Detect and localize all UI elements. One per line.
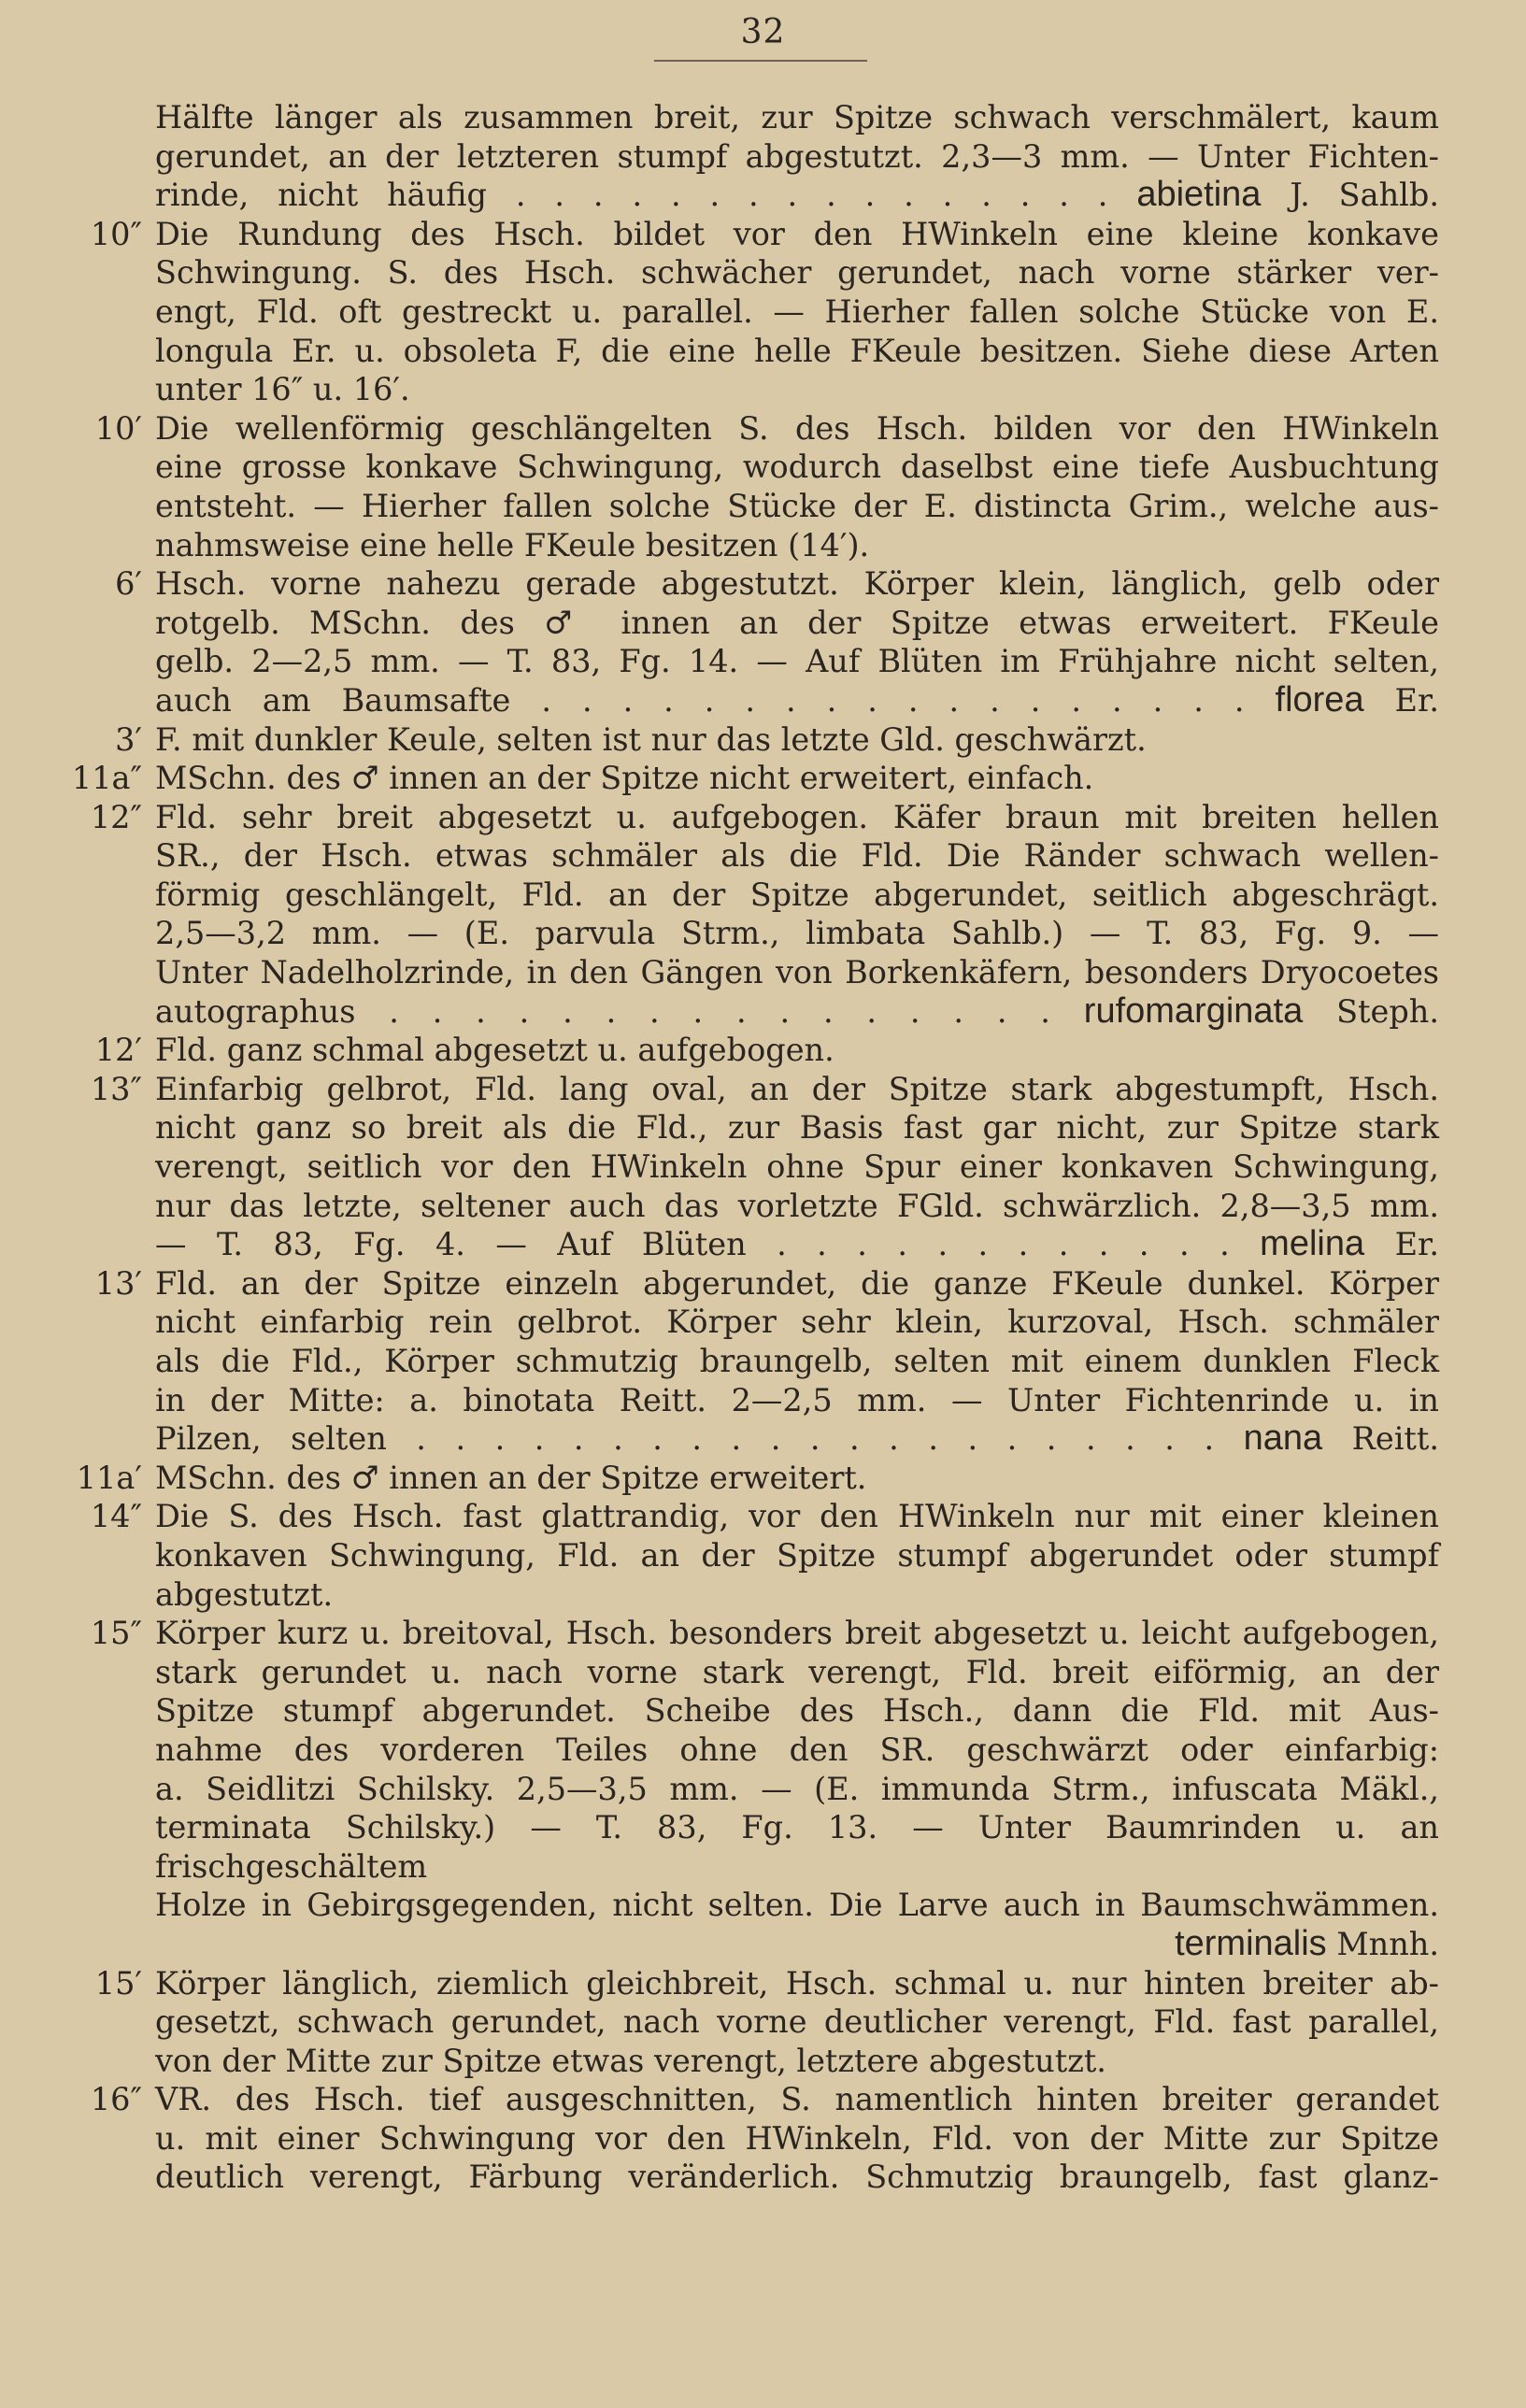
entry-text [155,1964,1439,2081]
couplet-number: 11a′ [76,1459,142,1496]
species-author: Reitt. [1322,1420,1440,1458]
text-line: abgestutzt. [155,1575,334,1613]
entry-text [155,1070,1439,1264]
text-line: SR., der Hsch. etwas schmäler als die Fld. Die Ränder schwach wellen- [155,837,1439,875]
text-line: Unter Nadelholzrinde, in den Gängen von Borkenkäfern, besonders Dryocoetes [155,954,1439,991]
key-entry [56,1964,1439,2081]
text-line: förmig geschlängelt, Fld. an der Spitze abgerundet, seitlich abgeschrägt. [155,876,1439,913]
key-entry [56,409,1439,564]
couplet-number: 13″ [90,1070,142,1107]
text-line: nicht einfarbig rein gelbrot. Körper sehr klein, kurzoval, Hsch. schmäler [155,1304,1439,1341]
text-line: Fld. an der Spitze einzeln abgerundet, die ganze FKeule dunkel. Körper [155,1264,1439,1302]
text-line: Die Rundung des Hsch. bildet vor den HWinkeln eine kleine konkave [155,215,1439,252]
text-line: Körper kurz u. breitoval, Hsch. besonders breit abgesetzt u. leicht aufgebogen, [155,1615,1439,1652]
species-name: nana [1243,1418,1323,1459]
text-line: als die Fld., Körper schmutzig braungelb, selten mit einem dunklen Fleck [155,1343,1439,1379]
species-name: florea [1275,679,1364,720]
couplet-number: 14″ [90,1498,142,1535]
text-line: u. mit einer Schwingung vor den HWinkeln, Fld. von der Mitte zur Spitze [155,2119,1439,2157]
couplet-number: 12′ [94,1032,142,1069]
text-line: stark gerundet u. nach vorne stark verengt, Fld. breit eiförmig, an der [155,1653,1439,1690]
species-line [155,1419,1439,1459]
key-entry [56,1459,1439,1498]
couplet-number: 6′ [115,565,142,603]
species-line [155,992,1439,1032]
couplet-number: 16″ [90,2081,142,2118]
species-line [155,176,1439,215]
couplet-number: 10′ [94,409,142,447]
text-line: nicht ganz so breit als die Fld., zur Basis fast gar nicht, zur Spitze stark [155,1109,1439,1147]
text-line: unter 16″ u. 16′. [155,371,410,408]
text-line: nahme des vorderen Teiles ohne den SR. geschwärzt oder einfarbig: [155,1731,1439,1768]
text-line: gerundet, an der letzteren stumpf abgestutzt. 2,3—3 mm. — Unter Fichten- [155,137,1439,175]
couplet-number: 10″ [90,215,142,252]
key-entry [56,98,1439,215]
couplet-number: 11a″ [71,760,142,797]
leader-text: rinde, nicht häufig . . . . . . . . . . . . . . . . [155,177,1137,214]
entry-text [155,720,1439,760]
leader-text: Pilzen, selten . . . . . . . . . . . . . . . . . . . . . [155,1420,1244,1458]
text-line: terminata Schilsky.) — T. 83, Fg. 13. — Unter Baumrinden u. an frischgeschältem [155,1809,1439,1885]
entry-text [155,1497,1439,1614]
key-entry [56,1264,1439,1459]
text-line: F. mit dunkler Keule, selten ist nur das letzte Gld. geschwärzt. [155,720,1147,758]
text-line: konkaven Schwingung, Fld. an der Spitze stumpf abgerundet oder stumpf [155,1536,1439,1574]
key-entry [56,1614,1439,1963]
key-entry [56,798,1439,1032]
text-line: entsteht. — Hierher fallen solche Stücke der E. distincta Grim., welche aus- [155,487,1439,524]
species-author: Steph. [1303,992,1439,1030]
text-line: MSchn. des ♂ innen an der Spitze nicht erweitert, einfach. [155,760,1094,797]
species-author: Er. [1363,681,1439,719]
key-entry [56,1497,1439,1614]
key-text [56,98,1439,2197]
couplet-number: 13′ [94,1264,142,1302]
species-line [155,1925,1439,1964]
species-line [155,1225,1439,1264]
species-line [155,681,1439,720]
entry-text [155,98,1439,215]
text-line: gesetzt, schwach gerundet, nach vorne deutlicher verengt, Fld. fast parallel, [155,2003,1439,2041]
key-entry [56,720,1439,760]
text-line: von der Mitte zur Spitze etwas verengt, letztere abgestutzt. [155,2042,1106,2079]
text-line: Holze in Gebirgsgegenden, nicht selten. Die Larve auch in Baumschwämmen. [155,1887,1439,1924]
species-author: Er. [1364,1226,1440,1263]
entry-text [155,409,1439,564]
text-line: in der Mitte: a. binotata Reitt. 2—2,5 mm. — Unter Fichtenrinde u. in [155,1381,1439,1418]
entry-text [155,215,1439,409]
text-line: a. Seidlitzi Schilsky. 2,5—3,5 mm. — (E. immunda Strm., infuscata Mäkl., [155,1770,1439,1807]
key-entry [56,2080,1439,2197]
text-line: MSchn. des ♂ innen an der Spitze erweitert. [155,1459,867,1496]
text-line: nahmsweise eine helle FKeule besitzen (14′). [155,526,870,563]
text-line: Schwingung. S. des Hsch. schwächer gerundet, nach vorne stärker ver- [155,254,1439,292]
text-line: Die S. des Hsch. fast glattrandig, vor den HWinkeln nur mit einer kleinen [155,1498,1439,1535]
text-line: Fld. ganz schmal abgesetzt u. aufgebogen. [155,1032,834,1069]
text-line: Hälfte länger als zusammen breit, zur Spitze schwach verschmälert, kaum [155,99,1439,135]
entry-text [155,1264,1439,1459]
text-line: rotgelb. MSchn. des ♂ innen an der Spitze etwas erweitert. FKeule [155,604,1439,641]
entry-text [155,564,1439,720]
species-name: melina [1260,1224,1365,1264]
text-line: Die wellenförmig geschlängelten S. des Hsch. bilden vor den HWinkeln [155,409,1439,447]
text-line: Einfarbig gelbrot, Fld. lang oval, an der Spitze stark abgestumpft, Hsch. [155,1070,1439,1107]
key-entry [56,759,1439,798]
text-line: 2,5—3,2 mm. — (E. parvula Strm., limbata Sahlb.) — T. 83, Fg. 9. — [155,915,1439,952]
couplet-number: 15′ [94,1964,142,2002]
species-author: Mnnh. [1326,1925,1439,1962]
entry-text [155,759,1439,798]
text-line: eine grosse konkave Schwingung, wodurch daselbst eine tiefe Ausbuchtung [155,449,1439,486]
text-line: engt, Fld. oft gestreckt u. parallel. — Hierher fallen solche Stücke von E. [155,292,1439,330]
species-name: terminalis [1175,1923,1327,1963]
leader-text: — T. 83, Fg. 4. — Auf Blüten . . . . . . . . . . . . [155,1226,1261,1263]
key-entry [56,215,1439,409]
entry-text [155,2080,1439,2197]
species-name: rufomarginata [1083,990,1304,1031]
entry-text [155,798,1439,1032]
text-line: nur das letzte, seltener auch das vorletzte FGld. schwärzlich. 2,8—3,5 mm. [155,1187,1439,1224]
page-number-rule [654,60,867,62]
text-line: deutlich verengt, Färbung veränderlich. Schmutzig braungelb, fast glanz- [155,2159,1439,2196]
species-name: abietina [1136,175,1262,215]
text-line: longula Er. u. obsoleta F, die eine helle FKeule besitzen. Siehe diese Arten [155,332,1439,369]
text-line: Hsch. vorne nahezu gerade abgestutzt. Körper klein, länglich, gelb oder [155,565,1439,603]
key-entry [56,1031,1439,1070]
text-line: gelb. 2—2,5 mm. — T. 83, Fg. 14. — Auf Blüten im Frühjahre nicht selten, [155,643,1439,680]
key-entry [56,1070,1439,1264]
leader-text: auch am Baumsafte . . . . . . . . . . . . . . . . . . [155,681,1276,719]
entry-text [155,1614,1439,1963]
text-line: Spitze stumpf abgerundet. Scheibe des Hsch., dann die Fld. mit Aus- [155,1692,1439,1730]
couplet-number [56,98,155,215]
couplet-number: 15″ [90,1615,142,1652]
species-author: J. Sahlb. [1261,177,1439,214]
entry-text [155,1459,1439,1498]
key-entry [56,564,1439,720]
text-line: verengt, seitlich vor den HWinkeln ohne Spur einer konkaven Schwingung, [155,1148,1439,1186]
entry-text [155,1031,1439,1070]
couplet-number: 3′ [115,720,142,758]
leader-text: autographus . . . . . . . . . . . . . . . . [155,992,1084,1030]
text-line: Fld. sehr breit abgesetzt u. aufgebogen. Käfer braun mit breiten hellen [155,798,1439,835]
text-line: VR. des Hsch. tief ausgeschnitten, S. namentlich hinten breiter gerandet [155,2081,1439,2118]
text-line: Körper länglich, ziemlich gleichbreit, Hsch. schmal u. nur hinten breiter ab- [155,1964,1439,2002]
page-number: 32 [740,13,786,51]
couplet-number: 12″ [90,798,142,835]
